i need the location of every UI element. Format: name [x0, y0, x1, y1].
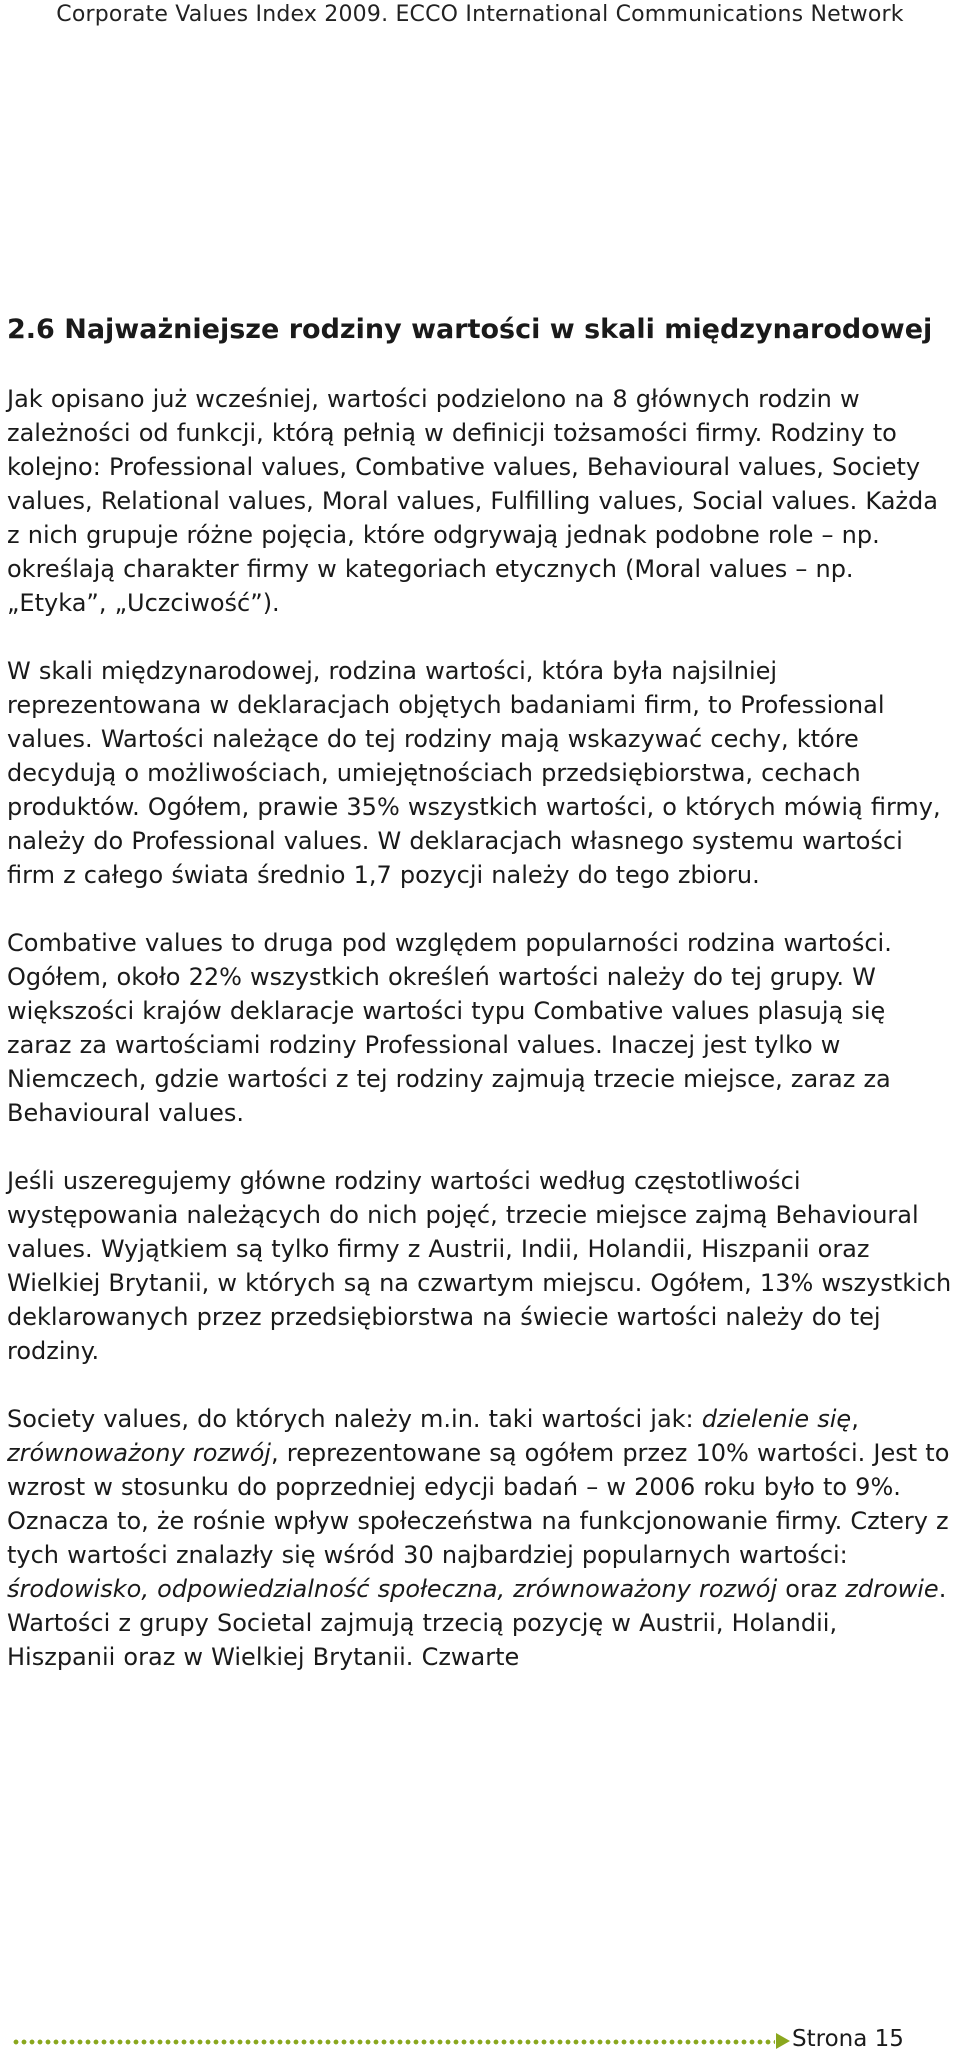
italic-term: zdrowie: [845, 1575, 939, 1603]
paragraph-intro: Jak opisano już wcześniej, wartości podzielono na 8 głównych rodzin w zależności od funkcji, którą pełnią w definicji tożsamości firmy. Rodziny to kolejno: Professional values, Combative values, Behavioural values, Society values, Relational values, Moral values, Fulfilling values, Social values. Każda z nich grupuje różne pojęcia, które odgrywają jednak podobne role – np. określają charakter firmy w kategoriach etycznych (Moral values – np. „Etyka”, „Uczciwość”).: [7, 385, 938, 617]
arrow-right-icon: [776, 2033, 790, 2049]
dotted-rule: [12, 2039, 775, 2045]
paragraph-text: Society values, do których należy m.in. taki wartości jak:: [7, 1405, 702, 1433]
paragraph-professional-values: W skali międzynarodowej, rodzina wartości, która była najsilniej reprezentowana w deklaracjach objętych badaniami firm, to Professional values. Wartości należące do tej rodziny mają wskazywać cechy, które decydują o możliwościach, umiejętnościach przedsiębiorstwa, cechach produktów. Ogółem, prawie 35% wszystkich wartości, o których mówią firmy, należy do Professional values. W deklaracjach własnego systemu wartości firm z całego świata średnio 1,7 pozycji należy do tego zbioru.: [7, 657, 941, 889]
italic-term: zrównoważony rozwój: [7, 1439, 271, 1467]
paragraph-text: . Wartości z grupy Societal zajmują trzecią pozycję w Austrii, Holandii, Hiszpanii oraz w Wielkiej Brytanii. Czwarte: [7, 1575, 947, 1671]
paragraph-society-values: [7, 1402, 953, 1674]
paragraph-behavioural-values: Jeśli uszeregujemy główne rodziny wartości według częstotliwości występowania należących do nich pojęć, trzecie miejsce zajmą Behavioural values. Wyjątkiem są tylko firmy z Austrii, Indii, Holandii, Hiszpanii oraz Wielkiej Brytanii, w których są na czwartym miejscu. Ogółem, 13% wszystkich deklarowanych przez przedsiębiorstwa na świecie wartości należy do tej rodziny.: [7, 1167, 952, 1365]
paragraph-text: , reprezentowane są ogółem przez 10% wartości. Jest to wzrost w stosunku do poprzedniej edycji badań – w 2006 roku było to 9%. Oznacza to, że rośnie wpływ społeczeństwa na funkcjonowanie firmy. Cztery z tych wartości znalazły się wśród 30 najbardziej popularnych wartości:: [7, 1439, 950, 1569]
document-body: [7, 312, 953, 1708]
paragraph-text: oraz: [777, 1575, 846, 1603]
italic-term: środowisko, odpowiedzialność społeczna, zrównoważony rozwój: [7, 1575, 778, 1603]
header-title: Corporate Values Index 2009. ECCO International Communications Network: [56, 2, 904, 27]
paragraph-text: ,: [851, 1405, 859, 1433]
page-number: Strona 15: [792, 2026, 904, 2052]
page-header: [0, 0, 960, 30]
section-heading: 2.6 Najważniejsze rodziny wartości w skali międzynarodowej: [7, 314, 933, 345]
paragraph-combative-values: Combative values to druga pod względem popularności rodzina wartości. Ogółem, około 22% wszystkich określeń wartości należy do tej grupy. W większości krajów deklaracje wartości typu Combative values plasują się zaraz za wartościami rodziny Professional values. Inaczej jest tylko w Niemczech, gdzie wartości z tej rodziny zajmują trzecie miejsce, zaraz za Behavioural values.: [7, 929, 892, 1127]
italic-term: dzielenie się: [701, 1405, 852, 1433]
page-footer: [0, 2022, 960, 2052]
